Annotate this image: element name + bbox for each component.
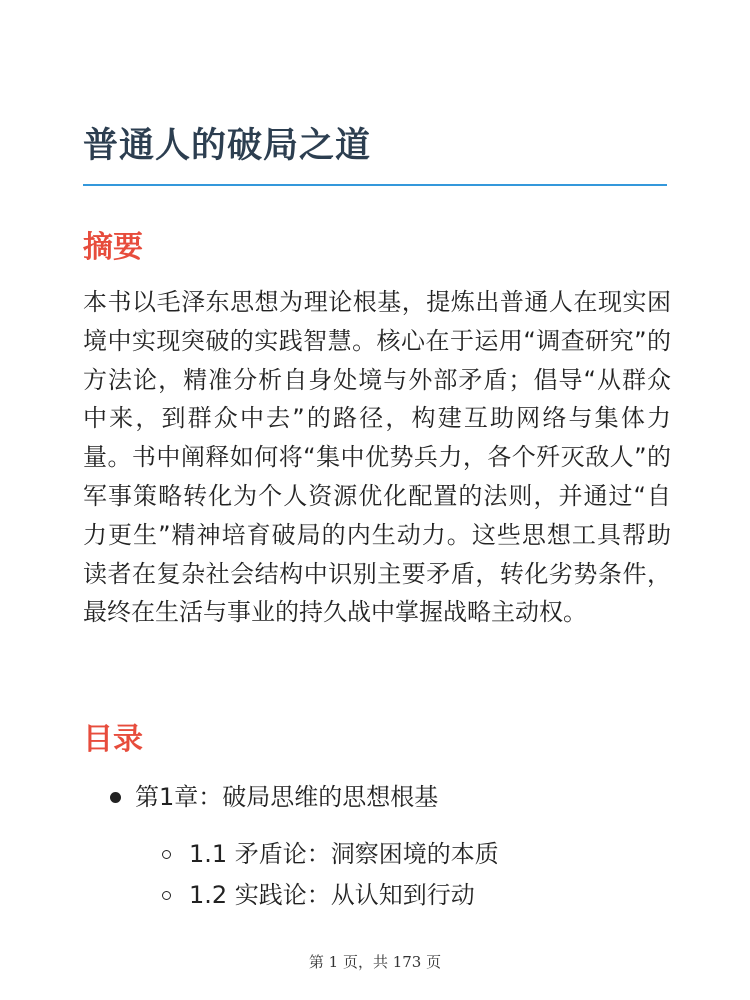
title-divider <box>83 184 667 186</box>
abstract-heading: 摘要 <box>83 230 143 265</box>
page-footer: 第 1 页，共 173 页 <box>308 953 442 971</box>
circle-bullet-icon <box>162 891 171 900</box>
toc-section-1-1-label: 1.1 矛盾论：洞察困境的本质 <box>189 840 499 868</box>
abstract-paragraph: 本书以毛泽东思想为理论根基，提炼出普通人在现实困境中实现突破的实践智慧。核心在于运用“调查研究”的方法论，精准分析自身处境与外部矛盾；倡导“从群众中来，到群众中去”的路径，构建互助网络与集体力量。书中阐释如何将“集中优势兵力，各个歼灭敌人”的军事策略转化为个人资源优化配置的法则，并通过“自力更生”精神培育破局的内生动力。这些思想工具帮助读者在复杂社会结构中识别主要矛盾，转化劣势条件，最终在生活与事业的持久战中掌握战略主动权。 <box>83 288 671 627</box>
toc-heading: 目录 <box>83 722 143 757</box>
disc-bullet-icon <box>110 792 121 803</box>
circle-bullet-icon <box>162 850 171 859</box>
document-title: 普通人的破局之道 <box>83 126 372 166</box>
toc-chapter-1-label: 第1章：破局思维的思想根基 <box>135 783 439 811</box>
toc-section-1-2-label: 1.2 实践论：从认知到行动 <box>189 881 475 909</box>
